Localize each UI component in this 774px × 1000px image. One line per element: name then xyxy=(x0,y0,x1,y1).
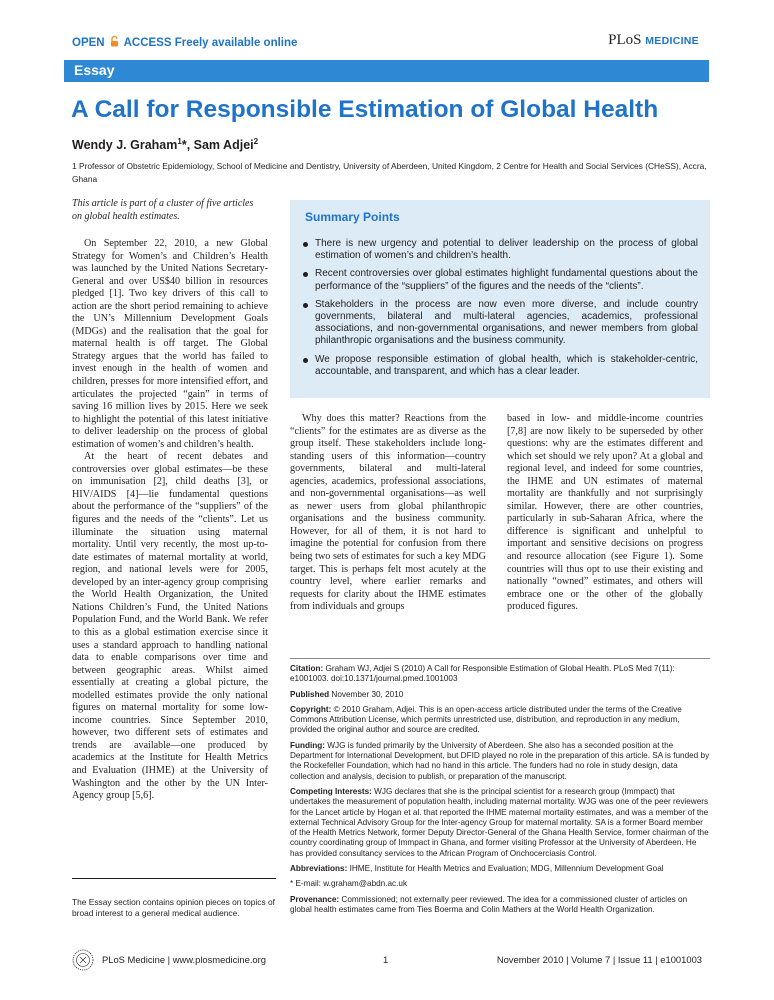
footer-journal[interactable]: PLoS Medicine | www.plosmedicine.org xyxy=(102,954,266,965)
abbrev-label: Abbreviations: xyxy=(290,864,348,874)
funding-label: Funding: xyxy=(290,740,326,750)
body-paragraph: On September 22, 2010, a new Global Strategy for Women’s and Children’s Health was launched by the United Nations Secretary-General and over US$40 billion in resources pledged [1]. Two key drivers of this call to action are the short period remaining to achieve the UN’s Millennium Development Goals (MDGs) and the realisation that the goal for maternal health is off target. The Global Strategy argues that the world has failed to invest enough in the health of women and children, presses for more intensified effort, and articulates the projected “gain” in terms of saving 16 million lives by 2015. Here we seek to highlight the potential of this latest initiative to deliver leadership on the process of global estimation of women’s and children’s health. xyxy=(72,238,268,450)
summary-point: We propose responsible estimation of global health, which is stakeholder-centric, accountable, and transparent, and which has a clear leader. xyxy=(302,354,698,378)
article-title: A Call for Responsible Estimation of Global Health xyxy=(71,96,659,123)
provenance-text: Commissioned; not externally peer reviewed. The idea for a commissioned cluster of articles on global health estimates came from Ties Boerma and Colin Mathers at the World Health Organization. xyxy=(290,894,688,914)
open-lock-icon xyxy=(110,36,119,47)
right-column-body xyxy=(507,413,703,614)
body-paragraph: based in low- and middle-income countries [7,8] are now likely to be superseded by other questions: why are the estimates different and which set should we rely upon? At a global and regional level, and indeed for some countries, the IHME and UN estimates of maternal mortality are thankfully and not surprisingly similar. However, there are other countries, particularly in sub-Saharan Africa, where the difference is significant and unhelpful to important and sensitive decisions on progress and resource allocation (see Figure 1). Some countries will thus opt to use their existing and nationally “owned” estimates, and others will embrace one or the other of the globally produced figures. xyxy=(507,413,703,613)
contact-email[interactable]: * E-mail: w.graham@abdn.ac.uk xyxy=(290,879,408,889)
author-1-affil: 1 xyxy=(177,137,182,146)
author-2: Sam Adjei xyxy=(193,138,254,153)
citation-text: Graham WJ, Adjei S (2010) A Call for Responsible Estimation of Global Health. PLoS Med 7(11): e1001003. doi:10.1371/journal.pmed.1001003 xyxy=(290,664,675,684)
published xyxy=(290,690,710,700)
middle-column-body xyxy=(290,413,486,614)
journal-logo xyxy=(608,32,699,49)
citation xyxy=(290,664,710,685)
competing-text: WJG declares that she is the principal scientist for a research group (Immpact) that undertakes the measurement of population health, including maternal mortality. WJG was one of the peer reviewers for the Lancet article by Hogan et al. that reported the IHME maternal mortality estimates, and was a member of the external Technical Advisory Group for the Inter-agency Group for maternal mortality. SA is a former Board member of the Health Metrics Network, former Deputy Director-General of the Ghana Health Service, former chairman of the country coordinating group of Immpact in Ghana, and former visiting Professor at the University of Aberdeen. He has provided consultancy services to the African Program of Onchocerciasis Control. xyxy=(290,786,709,858)
access-label: ACCESS Freely available online xyxy=(123,37,298,49)
copyright-label: Copyright: xyxy=(290,704,332,714)
published-date: November 30, 2010 xyxy=(329,689,404,699)
funding xyxy=(290,741,710,782)
provenance-label: Provenance: xyxy=(290,894,340,904)
author-2-affil: 2 xyxy=(253,137,259,146)
cluster-note xyxy=(72,197,268,223)
author-separator: , xyxy=(186,138,194,153)
essay-section-note: The Essay section contains opinion pieces on topics of broad interest to a general medical audience. xyxy=(72,878,276,919)
section-bar xyxy=(64,60,709,82)
published-label: Published xyxy=(290,689,330,699)
citation-label: Citation: xyxy=(290,664,324,673)
author-1: Wendy J. Graham xyxy=(72,138,178,153)
footer-issue: November 2010 | Volume 7 | Issue 11 | e1001003 xyxy=(496,954,702,965)
summary-points-box xyxy=(290,200,710,398)
corresponding-mark: * xyxy=(181,138,187,153)
copyright-text: © 2010 Graham, Adjei. This is an open-access article distributed under the terms of the Creative Commons Attribution License, which permits unrestricted use, distribution, and reproduction in any medium, provided the original author and source are credited. xyxy=(290,704,682,735)
open-label: OPEN xyxy=(72,37,105,49)
funding-text: WJG is funded primarily by the University of Aberdeen. She also has a seconded position at the Department for International Development, but DFID played no role in the preparation of this article. SA is funded by the Rockefeller Foundation, which had no hand in this article. The funders had no role in study design, data collection and analysis, decision to publish, or preparation of the manuscript. xyxy=(290,740,710,781)
page-number: 1 xyxy=(383,954,389,965)
article-info-box xyxy=(290,658,710,920)
page-footer xyxy=(72,952,702,970)
competing-label: Competing Interests: xyxy=(290,786,372,796)
journal-medicine: MEDICINE xyxy=(645,35,699,47)
body-paragraph: At the heart of recent debates and controversies over global estimates—be these on immunisation [2], child deaths [3], or HIV/AIDS [4]—lie fundamental questions about the performance of the “suppliers” of the figures and the needs of the “clients”. Let us illuminate the situation using maternal mortality. Until very recently, the most up-to-date estimates of maternal mortality at world, region, and national levels were for 2005, developed by an inter-agency group comprising the World Health Organization, the United Nations Children’s Fund, the United Nations Population Fund, and the World Bank. We refer to this as a global estimation exercise since it uses a standard approach to handling national data to enable comparisons over time and between geographic areas. Whilst aimed essentially at creating a global picture, the modelled estimates provide the only national figures on maternal mortality for some low-income countries. Since September 2010, however, two different sets of estimates and trends are available—one produced by academics at the Institute for Health Metrics and Evaluation (IHME) at the University of Washington and the other by the UN Inter-Agency group [5,6]. xyxy=(72,451,268,802)
left-column-body xyxy=(72,238,268,803)
author-list xyxy=(72,137,258,152)
section-label: Essay xyxy=(74,62,115,78)
body-paragraph: Why does this matter? Reactions from the “clients” for the estimates are as diverse as the group itself. These stakeholders include long-standing users of this information—country governments, bilateral and multi-lateral agencies, academics, professional associations, and non-governmental organisations—as well as newer users from global philanthropic organisations and the business community. However, for all of them, it is not hard to imagine the potential for confusion from there being two sets of estimates for such a key MDG target. This is perhaps felt most acutely at the country level, where earlier remarks and requests for clarity about the IHME estimates from individuals and groups xyxy=(290,413,486,613)
abbrev-text: IHME, Institute for Health Metrics and Evaluation; MDG, Millennium Development Goal xyxy=(347,864,664,874)
cluster-note-text: This article is part of a cluster of five articles on global health estimates. xyxy=(72,198,254,222)
affiliations: 1 Professor of Obstetric Epidemiology, School of Medicine and Dentistry, University of Aberdeen, United Kingdom, 2 Centre for Health and Social Services (CHeSS), Accra, Ghana xyxy=(72,161,707,184)
summary-point: Stakeholders in the process are now even more diverse, and include country governments, bilateral and multi-lateral agencies, academics, professional associations, and non-governmental organisations, and newer members from global philanthropic organisations and the business community. xyxy=(302,299,698,348)
summary-point: There is new urgency and potential to deliver leadership on the process of global estimation of women’s and children’s health. xyxy=(302,238,698,262)
summary-list xyxy=(302,238,698,378)
journal-plos: PLoS xyxy=(608,32,642,48)
summary-heading: Summary Points xyxy=(305,210,400,224)
competing-interests xyxy=(290,787,710,859)
summary-point: Recent controversies over global estimates highlight fundamental questions about the performance of the “suppliers” of the figures and the needs of the “clients”. xyxy=(302,268,698,292)
copyright xyxy=(290,705,710,736)
abbreviations xyxy=(290,864,710,874)
provenance xyxy=(290,895,710,916)
plos-seal-icon xyxy=(72,949,94,971)
open-access-banner xyxy=(72,36,297,49)
